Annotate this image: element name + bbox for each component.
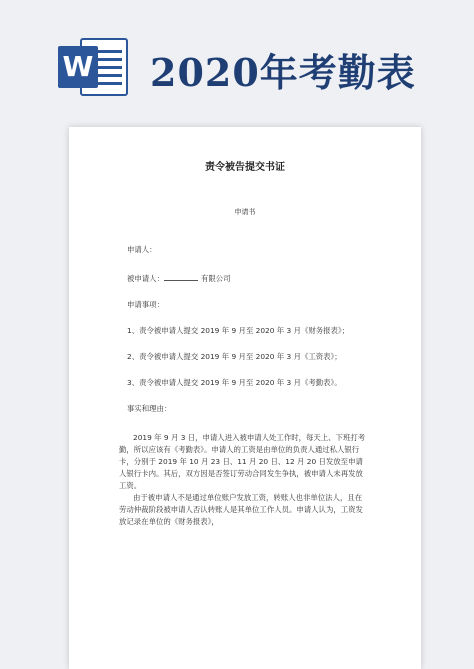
respondent-label: 被申请人：: [127, 274, 164, 283]
facts-paragraph: 由于被申请人不是通过单位账户发放工资，转账人也非单位法人，且在劳动仲裁阶段被申请人否认转账人是其单位工作人员。申请人认为，工资发放记录在单位的《财务报表》，: [119, 493, 363, 526]
facts-paragraph: 2019 年 9 月 3 日，申请人进入被申请人处工作时，每天上、下班打考勤，所以应该有《考勤表》。申请人的工资是由单位的负责人通过私人银行卡，分别于 2019 年 10 月 23 日、11 月 20 日、12 月 20 日发放至申请人银行卡内。其后，双方因是否签订劳动合同发生争执，被申请人未再发放工资。: [119, 433, 366, 490]
document-title: 责令被告提交书证: [205, 162, 285, 173]
document-page: [69, 127, 421, 669]
banner-title: 2020年考勤表: [150, 50, 416, 95]
request-item: 2、责令被申请人提交 2019 年 9 月至 2020 年 3 月《工资表》；: [127, 352, 342, 361]
items-heading: 申请事项：: [127, 300, 164, 309]
facts-heading: 事实和理由：: [127, 404, 172, 413]
document-subtitle: 申请书: [234, 208, 256, 216]
banner: [0, 0, 474, 118]
respondent-line: [127, 273, 231, 284]
request-item: 1、责令被申请人提交 2019 年 9 月至 2020 年 3 月《财务报表》；: [127, 326, 350, 335]
applicant-line: 申请人：: [127, 245, 157, 254]
request-item: 3、责令被申请人提交 2019 年 9 月至 2020 年 3 月《考勤表》。: [127, 378, 342, 387]
respondent-suffix: 有限公司: [200, 274, 231, 283]
word-badge: W: [58, 46, 98, 88]
word-document-icon: [58, 38, 130, 96]
respondent-name-blank: [164, 273, 198, 281]
